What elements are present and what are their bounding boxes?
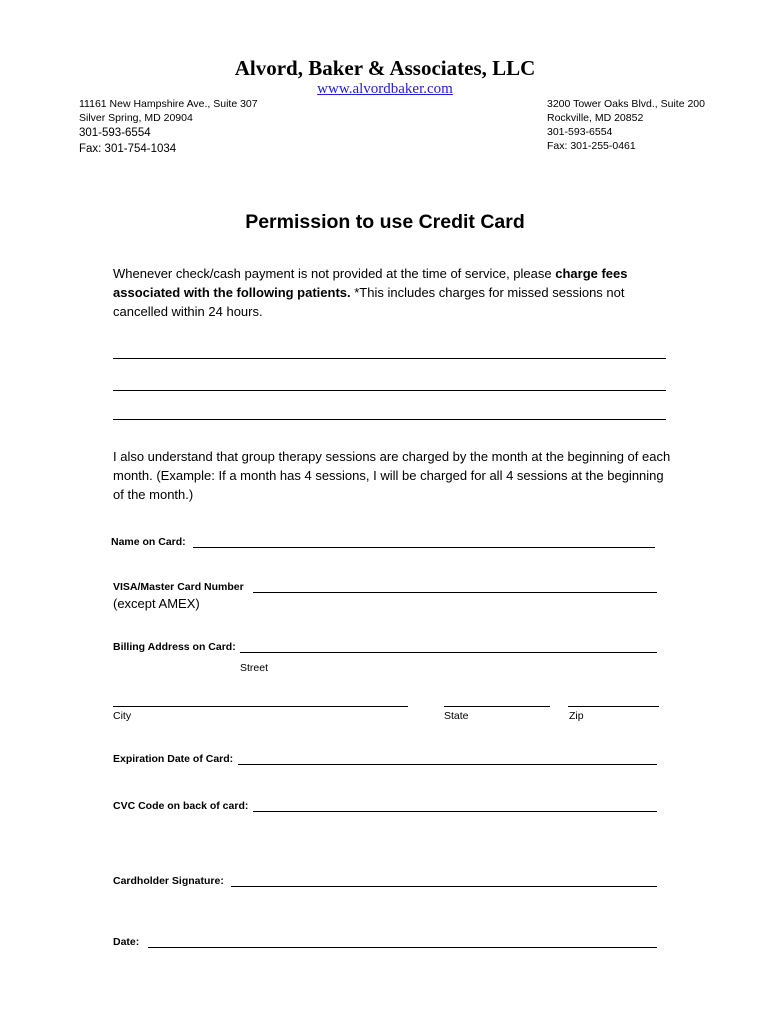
zip-caption: Zip bbox=[569, 710, 584, 722]
signature-label: Cardholder Signature: bbox=[113, 875, 224, 887]
expiration-field[interactable] bbox=[238, 764, 657, 765]
name-on-card-field[interactable] bbox=[193, 547, 655, 548]
left-office-fax: Fax: 301-754-1034 bbox=[79, 143, 177, 155]
instructions-text-2: *This includes charges for missed sessions not cancelled within 24 hours. bbox=[113, 285, 625, 319]
website-link[interactable]: www.alvordbaker.com bbox=[317, 81, 453, 97]
state-caption: State bbox=[444, 710, 469, 722]
left-office-phone: 301-593-6554 bbox=[79, 127, 151, 139]
city-field[interactable] bbox=[113, 706, 408, 707]
cvc-label: CVC Code on back of card: bbox=[113, 800, 249, 812]
group-therapy-paragraph: I also understand that group therapy sessions are charged by the month at the beginning of each month. (Example: If a month has 4 sessions, I will be charged for all 4 sessions at the beginning of the month.) bbox=[113, 449, 671, 502]
left-office-address bbox=[79, 97, 258, 157]
right-office-fax: Fax: 301-255-0461 bbox=[547, 140, 636, 152]
street-caption: Street bbox=[240, 662, 269, 674]
instructions-paragraph bbox=[113, 264, 673, 321]
left-office-city: Silver Spring, MD 20904 bbox=[79, 112, 193, 124]
card-number-field[interactable] bbox=[253, 592, 657, 593]
instructions-text-1: Whenever check/cash payment is not provided at the time of service, please bbox=[113, 266, 556, 281]
patient-line-2[interactable] bbox=[113, 390, 666, 391]
except-amex-note: (except AMEX) bbox=[113, 596, 200, 611]
zip-field[interactable] bbox=[568, 706, 659, 707]
card-number-label: VISA/Master Card Number bbox=[113, 581, 244, 593]
patient-line-3[interactable] bbox=[113, 419, 666, 420]
patient-line-1[interactable] bbox=[113, 358, 666, 359]
instructions-bold: charge fees associated with the following patients. bbox=[113, 266, 628, 300]
signature-field[interactable] bbox=[231, 886, 657, 887]
billing-address-label: Billing Address on Card: bbox=[113, 641, 236, 653]
city-caption: City bbox=[113, 710, 132, 722]
firm-name: Alvord, Baker & Associates, LLC bbox=[234, 56, 536, 80]
state-field[interactable] bbox=[444, 706, 550, 707]
billing-street-field[interactable] bbox=[240, 652, 657, 653]
right-office-address bbox=[547, 97, 705, 153]
date-label: Date: bbox=[113, 936, 140, 948]
expiration-label: Expiration Date of Card: bbox=[113, 753, 234, 765]
right-office-city: Rockville, MD 20852 bbox=[547, 112, 644, 124]
name-on-card-label: Name on Card: bbox=[111, 536, 186, 548]
right-office-street: 3200 Tower Oaks Blvd., Suite 200 bbox=[547, 98, 705, 110]
right-office-phone: 301-593-6554 bbox=[547, 126, 613, 138]
date-field[interactable] bbox=[148, 947, 657, 948]
left-office-street: 11161 New Hampshire Ave., Suite 307 bbox=[79, 98, 258, 110]
form-title: Permission to use Credit Card bbox=[245, 211, 525, 233]
cvc-field[interactable] bbox=[253, 811, 657, 812]
